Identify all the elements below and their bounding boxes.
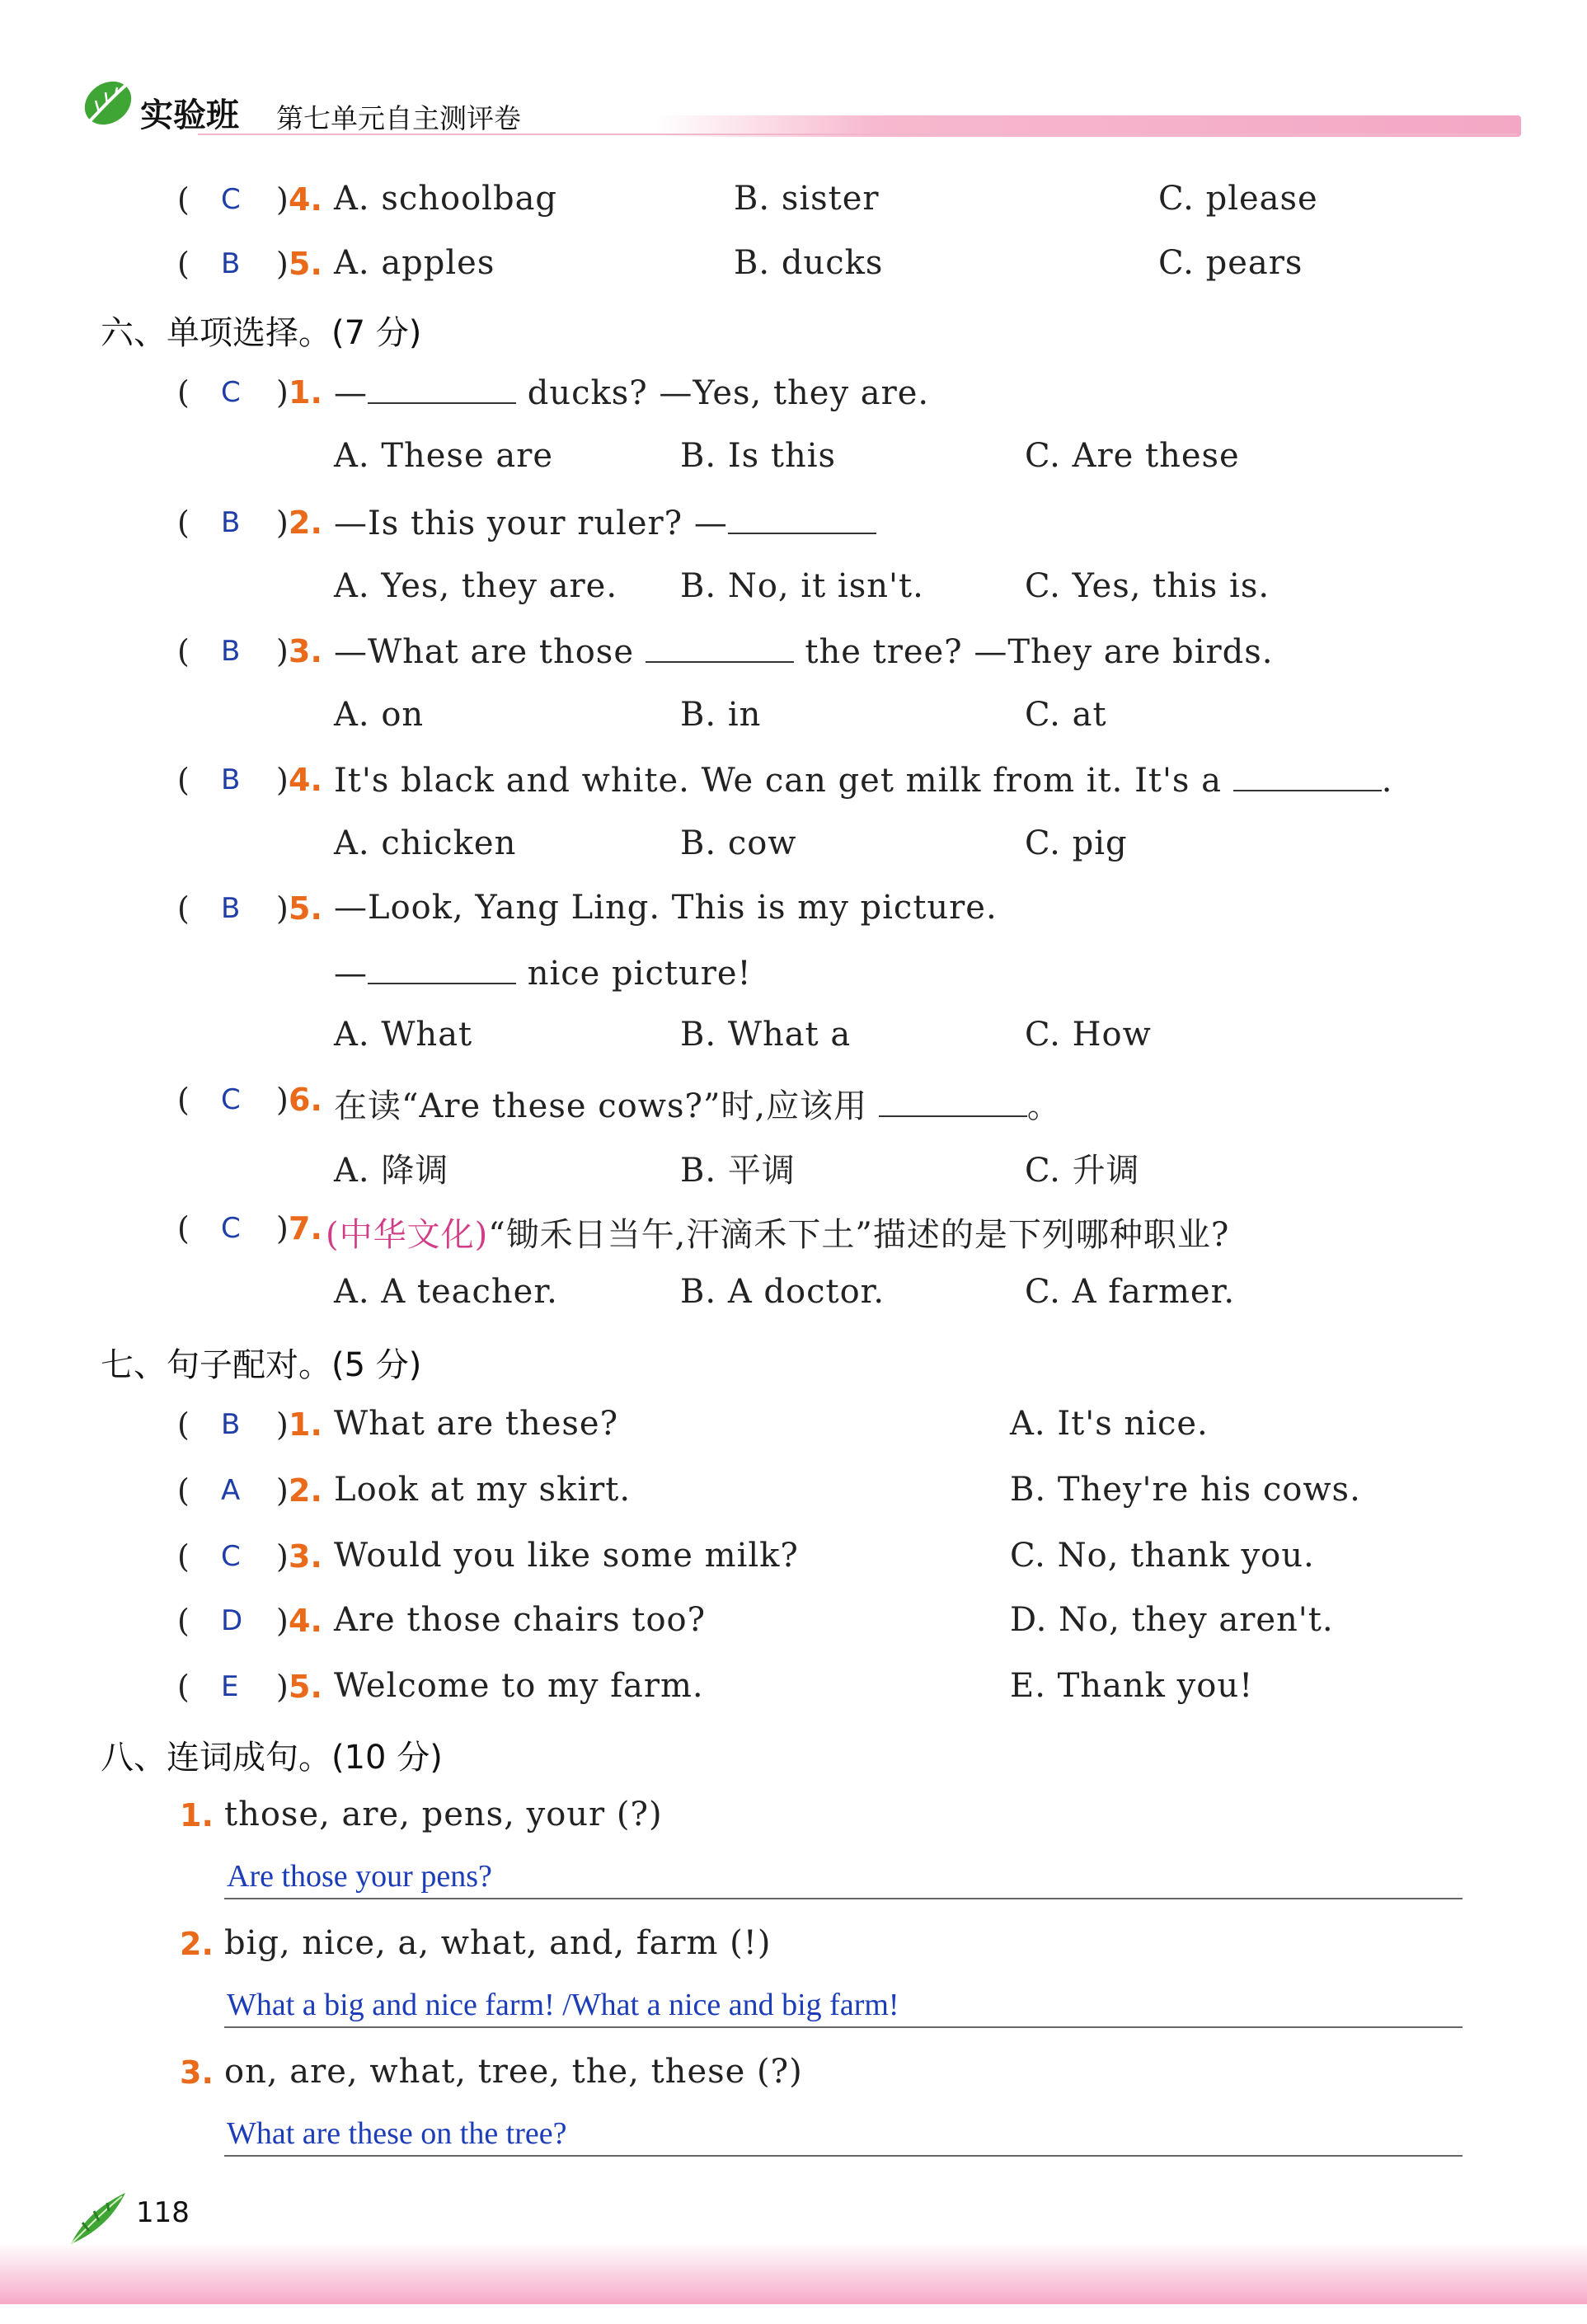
- leaf-footer-icon: [64, 2185, 130, 2251]
- match-question: What are these?: [334, 1405, 619, 1443]
- option-b: B. No, it isn't.: [680, 567, 924, 605]
- question-number: 2.: [289, 1472, 322, 1509]
- answer-letter: B: [221, 1408, 241, 1441]
- option-a: A. schoolbag: [334, 180, 558, 218]
- section-6-title: 六、单项选择。(7 分): [101, 314, 422, 352]
- close-paren: ): [276, 1669, 289, 1705]
- question-number: 5.: [289, 246, 322, 282]
- option-b: B. A doctor.: [680, 1273, 885, 1311]
- open-paren: (: [177, 890, 190, 927]
- question-number: 3.: [289, 633, 322, 669]
- match-answer: A. It's nice.: [1010, 1405, 1209, 1443]
- question-text: —Look, Yang Ling. This is my picture.: [334, 889, 998, 927]
- word-list: on, are, what, tree, the, these (?): [224, 2053, 803, 2091]
- option-a: A. These are: [334, 437, 553, 475]
- question-number: 4.: [289, 181, 322, 218]
- open-paren: (: [177, 1603, 190, 1639]
- question-text-line2: — nice picture!: [334, 955, 752, 993]
- open-paren: (: [177, 633, 190, 669]
- section-7-title: 七、句子配对。(5 分): [101, 1346, 422, 1384]
- open-paren: (: [177, 1669, 190, 1705]
- option-a: A. on: [334, 696, 425, 734]
- option-b: B. cow: [680, 824, 797, 862]
- close-paren: ): [276, 1406, 289, 1443]
- answer-blank: [646, 631, 794, 663]
- option-b: B. sister: [734, 180, 880, 218]
- word-list: those, are, pens, your (?): [224, 1796, 663, 1833]
- open-paren: (: [177, 505, 190, 541]
- close-paren: ): [276, 890, 289, 927]
- option-a: A. 降调: [334, 1152, 449, 1190]
- match-question: Look at my skirt.: [334, 1471, 632, 1509]
- match-question: Welcome to my farm.: [334, 1667, 704, 1705]
- option-c: C. pig: [1025, 824, 1128, 862]
- option-b: B. ducks: [734, 244, 884, 282]
- culture-tag: (中华文化): [326, 1216, 489, 1254]
- open-paren: (: [177, 374, 190, 411]
- answer-letter: C: [221, 1212, 241, 1245]
- question-text: —Is this your ruler? —: [334, 503, 876, 542]
- section-8-title: 八、连词成句。(10 分): [101, 1739, 443, 1777]
- question-text: (中华文化)“锄禾日当午,汗滴禾下土”描述的是下列哪种职业?: [326, 1216, 1230, 1254]
- option-a: A. chicken: [334, 824, 517, 862]
- word-list: big, nice, a, what, and, farm (!): [224, 1924, 772, 1962]
- option-a: A. Yes, they are.: [334, 567, 618, 605]
- written-answer: What a big and nice farm! /What a nice and big farm!: [227, 1988, 899, 2022]
- option-b: B. 平调: [680, 1152, 796, 1190]
- question-text: —What are those the tree? —They are birds.: [334, 633, 1274, 671]
- close-paren: ): [276, 1603, 289, 1639]
- written-answer: Are those your pens?: [227, 1859, 492, 1894]
- option-a: A. apples: [334, 244, 495, 282]
- close-paren: ): [276, 633, 289, 669]
- answer-letter: C: [221, 376, 241, 409]
- option-c: C. at: [1025, 696, 1107, 734]
- answer-blank: [879, 1086, 1027, 1117]
- close-paren: ): [276, 1210, 289, 1247]
- answer-letter: C: [221, 183, 241, 216]
- question-number: 7.: [289, 1210, 322, 1247]
- brand-name: 实验班: [140, 96, 239, 134]
- unit-title: 第七单元自主测评卷: [276, 102, 521, 134]
- writing-line: [224, 2026, 1463, 2028]
- open-paren: (: [177, 1472, 190, 1509]
- option-c: C. Yes, this is.: [1025, 567, 1270, 605]
- close-paren: ): [276, 246, 289, 282]
- answer-letter: C: [221, 1540, 241, 1573]
- question-text: It's black and white. We can get milk from it. It's a .: [334, 762, 1393, 800]
- match-answer: B. They're his cows.: [1010, 1471, 1361, 1509]
- answer-blank: [728, 503, 876, 534]
- match-answer: E. Thank you!: [1010, 1667, 1254, 1705]
- close-paren: ): [276, 181, 289, 218]
- match-question: Would you like some milk?: [334, 1537, 799, 1575]
- option-a: A. What: [334, 1016, 473, 1054]
- question-number: 1.: [289, 374, 322, 411]
- option-c: C. pears: [1158, 244, 1303, 282]
- item-number: 2.: [180, 1926, 214, 1962]
- option-c: C. 升调: [1025, 1152, 1140, 1190]
- open-paren: (: [177, 1406, 190, 1443]
- question-number: 5.: [289, 890, 322, 927]
- close-paren: ): [276, 1538, 289, 1575]
- page-number: 118: [136, 2196, 190, 2229]
- close-paren: ): [276, 762, 289, 798]
- answer-letter: A: [221, 1474, 241, 1507]
- writing-line: [224, 2155, 1463, 2157]
- close-paren: ): [276, 374, 289, 411]
- answer-letter: B: [221, 635, 241, 668]
- option-c: C. A farmer.: [1025, 1273, 1236, 1311]
- option-b: B. Is this: [680, 437, 837, 475]
- option-b: B. What a: [680, 1016, 852, 1054]
- answer-blank: [368, 953, 516, 984]
- question-number: 1.: [289, 1406, 322, 1443]
- writing-line: [224, 1898, 1463, 1899]
- open-paren: (: [177, 181, 190, 218]
- close-paren: ): [276, 1472, 289, 1509]
- open-paren: (: [177, 1210, 190, 1247]
- answer-letter: D: [221, 1604, 243, 1637]
- open-paren: (: [177, 1538, 190, 1575]
- answer-blank: [368, 373, 516, 404]
- match-question: Are those chairs too?: [334, 1601, 707, 1639]
- match-answer: D. No, they aren't.: [1010, 1601, 1334, 1639]
- answer-letter: B: [221, 506, 241, 539]
- question-text: 在读“Are these cows?”时,应该用 。: [334, 1087, 1061, 1125]
- answer-letter: C: [221, 1083, 241, 1116]
- option-b: B. in: [680, 696, 762, 734]
- option-c: C. please: [1158, 180, 1318, 218]
- item-number: 1.: [180, 1797, 214, 1833]
- open-paren: (: [177, 1082, 190, 1118]
- question-number: 3.: [289, 1538, 322, 1575]
- answer-letter: B: [221, 892, 241, 925]
- footer-band: [0, 2242, 1587, 2304]
- written-answer: What are these on the tree?: [227, 2116, 567, 2151]
- answer-blank: [1233, 760, 1382, 791]
- leaf-logo-icon: [81, 76, 135, 130]
- question-number: 6.: [289, 1082, 322, 1118]
- answer-letter: B: [221, 247, 241, 280]
- option-a: A. A teacher.: [334, 1273, 558, 1311]
- question-number: 2.: [289, 505, 322, 541]
- question-number: 5.: [289, 1669, 322, 1705]
- question-text: — ducks? —Yes, they are.: [334, 374, 930, 412]
- question-number: 4.: [289, 762, 322, 798]
- open-paren: (: [177, 246, 190, 282]
- close-paren: ): [276, 1082, 289, 1118]
- option-c: C. How: [1025, 1016, 1152, 1054]
- answer-letter: E: [221, 1670, 239, 1703]
- open-paren: (: [177, 762, 190, 798]
- option-c: C. Are these: [1025, 437, 1240, 475]
- match-answer: C. No, thank you.: [1010, 1537, 1315, 1575]
- answer-letter: B: [221, 763, 241, 796]
- question-number: 4.: [289, 1603, 322, 1639]
- close-paren: ): [276, 505, 289, 541]
- item-number: 3.: [180, 2054, 214, 2091]
